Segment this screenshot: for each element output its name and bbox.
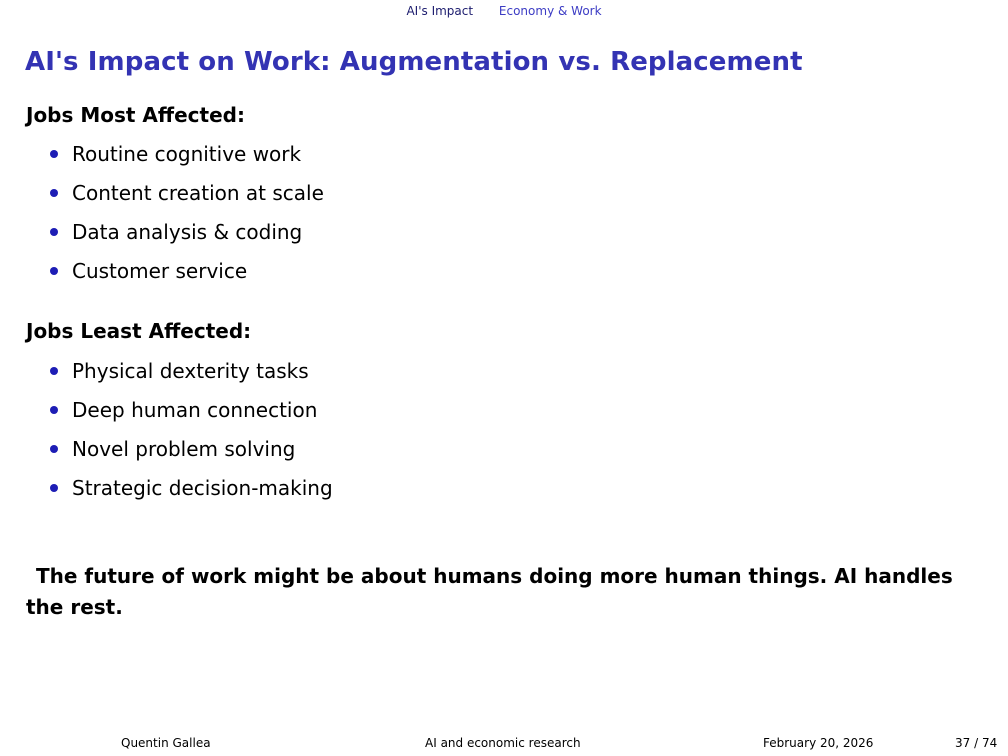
most-affected-list bbox=[50, 135, 324, 290]
least-affected-heading: Jobs Least Affected: bbox=[26, 319, 252, 343]
list-item-text: Deep human connection bbox=[72, 398, 318, 423]
most-affected-heading: Jobs Most Affected: bbox=[26, 103, 245, 127]
list-item-text: Content creation at scale bbox=[72, 181, 324, 206]
bullet-icon bbox=[50, 189, 58, 197]
section-navigation bbox=[0, 4, 1008, 18]
footer-page-number[interactable]: 37 / 74 bbox=[955, 736, 998, 750]
nav-subsection[interactable]: Economy & Work bbox=[498, 4, 602, 18]
footer-talk-title: AI and economic research bbox=[425, 736, 581, 750]
bullet-icon bbox=[50, 228, 58, 236]
slide-footer bbox=[0, 736, 1008, 752]
closing-statement: The future of work might be about humans doing more human things. AI handles the rest. bbox=[26, 564, 953, 619]
list-item bbox=[50, 391, 333, 430]
list-item bbox=[50, 213, 324, 252]
footer-author: Quentin Gallea bbox=[121, 736, 211, 750]
list-item-text: Routine cognitive work bbox=[72, 142, 302, 167]
list-item bbox=[50, 430, 333, 469]
list-item bbox=[50, 174, 324, 213]
bullet-icon bbox=[50, 150, 58, 158]
bullet-icon bbox=[50, 406, 58, 414]
nav-current-section[interactable]: AI's Impact bbox=[406, 4, 474, 18]
bullet-icon bbox=[50, 445, 58, 453]
list-item bbox=[50, 251, 324, 290]
slide-title: AI's Impact on Work: Augmentation vs. Replacement bbox=[25, 47, 803, 77]
bullet-icon bbox=[50, 367, 58, 375]
bullet-icon bbox=[50, 484, 58, 492]
list-item bbox=[50, 135, 324, 174]
list-item-text: Strategic decision-making bbox=[72, 475, 333, 500]
list-item-text: Physical dexterity tasks bbox=[72, 359, 309, 384]
list-item bbox=[50, 468, 333, 507]
least-affected-list bbox=[50, 352, 333, 507]
list-item-text: Data analysis & coding bbox=[72, 219, 303, 244]
list-item-text: Novel problem solving bbox=[72, 436, 296, 461]
list-item-text: Customer service bbox=[72, 258, 248, 283]
footer-date: February 20, 2026 bbox=[763, 736, 874, 750]
bullet-icon bbox=[50, 267, 58, 275]
list-item bbox=[50, 352, 333, 391]
